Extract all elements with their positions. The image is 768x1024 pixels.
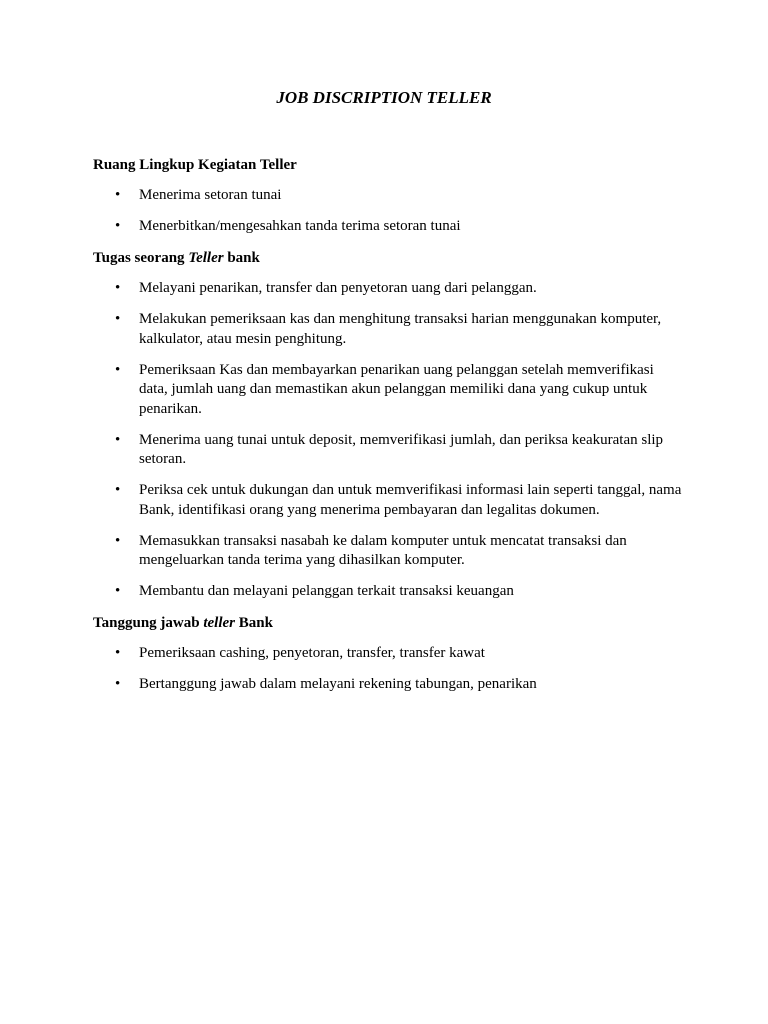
list-item-text: Menerbitkan/mengesahkan tanda terima setoran tunai — [139, 218, 461, 234]
list-item-text: Bertanggung jawab dalam melayani rekening tabungan, penarikan — [139, 676, 537, 692]
list-item — [93, 675, 683, 695]
section-heading — [93, 248, 683, 268]
list-item-text: Periksa cek untuk dukungan dan untuk memverifikasi informasi lain seperti tanggal, nama Bank, identifikasi orang yang menerima pembayaran dan legalitas dokumen. — [139, 482, 682, 518]
list-item-text: Menerima uang tunai untuk deposit, memverifikasi jumlah, dan periksa keakuratan slip setoran. — [139, 431, 664, 467]
heading-text: Tugas seorang — [93, 250, 189, 266]
bullet-icon: • — [115, 645, 121, 661]
list-item — [93, 582, 683, 602]
heading-text: Tanggung jawab — [93, 615, 204, 631]
heading-text: Ruang Lingkup Kegiatan Teller — [93, 157, 297, 173]
bullet-icon: • — [115, 482, 121, 498]
list-item — [93, 279, 683, 299]
bullet-icon: • — [115, 218, 121, 234]
section-ruang-lingkup — [93, 155, 683, 237]
bullet-icon: • — [115, 676, 121, 692]
bullet-icon: • — [115, 532, 121, 549]
list-item — [93, 361, 683, 420]
section-heading — [93, 613, 683, 633]
bullet-icon: • — [115, 431, 121, 448]
list-item-text: Pemeriksaan cashing, penyetoran, transfer, transfer kawat — [139, 645, 485, 661]
section-heading — [93, 155, 683, 175]
list-item — [93, 310, 683, 349]
list-item — [93, 532, 683, 571]
section-tugas-teller — [93, 248, 683, 602]
bullet-icon: • — [115, 280, 121, 296]
list-item — [93, 644, 683, 664]
list-item-text: Melayani penarikan, transfer dan penyetoran uang dari pelanggan. — [139, 280, 537, 296]
bullet-list — [93, 186, 683, 237]
bullet-icon: • — [115, 187, 121, 203]
bullet-icon: • — [115, 361, 121, 378]
list-item-text: Menerima setoran tunai — [139, 187, 282, 203]
section-tanggung-jawab — [93, 613, 683, 695]
bullet-icon: • — [115, 583, 121, 599]
list-item — [93, 481, 683, 520]
heading-emphasis: teller — [203, 615, 235, 631]
list-item-text: Membantu dan melayani pelanggan terkait transaksi keuangan — [139, 583, 514, 599]
list-item — [93, 186, 683, 206]
heading-emphasis: Teller — [188, 250, 224, 266]
heading-text: bank — [223, 250, 260, 266]
document-body — [93, 155, 683, 706]
document-title: JOB DISCRIPTION TELLER — [276, 88, 492, 107]
list-item-text: Pemeriksaan Kas dan membayarkan penarikan uang pelanggan setelah memverifikasi data, jumlah uang dan memastikan akun pelanggan memiliki dana yang cukup untuk penarikan. — [139, 361, 654, 417]
bullet-list — [93, 644, 683, 695]
list-item — [93, 217, 683, 237]
bullet-icon: • — [115, 311, 121, 327]
list-item — [93, 431, 683, 470]
list-item-text: Memasukkan transaksi nasabah ke dalam komputer untuk mencatat transaksi dan mengeluarkan tanda terima yang dihasilkan komputer. — [139, 532, 627, 568]
bullet-list — [93, 279, 683, 602]
list-item-text: Melakukan pemeriksaan kas dan menghitung transaksi harian menggunakan komputer, kalkulator, atau mesin penghitung. — [139, 311, 662, 347]
heading-text: Bank — [234, 615, 273, 631]
